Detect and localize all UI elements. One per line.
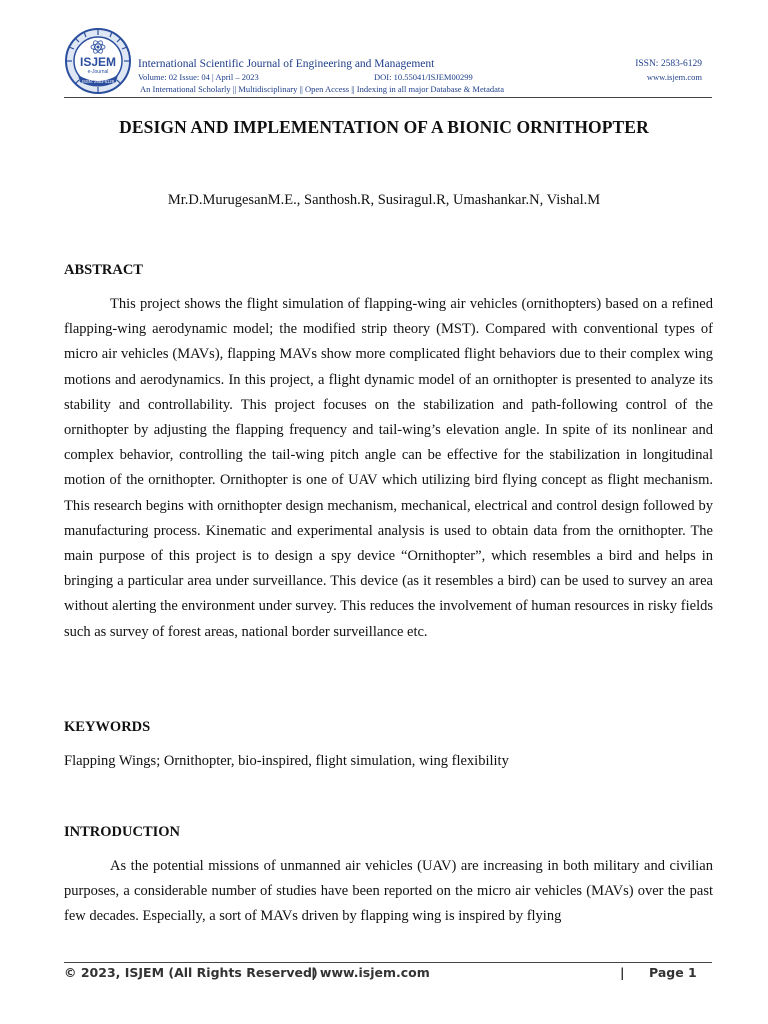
isjem-logo	[64, 27, 132, 95]
logo-title-text: ISJEM	[79, 55, 117, 69]
paper-title: DESIGN AND IMPLEMENTATION OF A BIONIC ORNITHOPTER	[119, 117, 649, 137]
keywords-text: Flapping Wings; Ornithopter, bio-inspired, flight simulation, wing flexibility	[64, 753, 509, 769]
journal-volume: Volume: 02 Issue: 04 | April – 2023	[138, 72, 259, 82]
header-divider	[64, 97, 712, 98]
footer-page-number: Page 1	[649, 965, 697, 980]
journal-issn: ISSN: 2583-6129	[635, 59, 702, 69]
footer-copyright: © 2023, ISJEM (All Rights Reserved)	[64, 965, 318, 980]
abstract-text: This project shows the flight simulation of flapping-wing air vehicles (ornithopters) based on a refined flapping-wing aerodynamic model; the modified strip theory (MST). Compared with conventional types of micro air vehicles (MAVs), flapping MAVs show more complicated flight behaviors due to their complex wing motions and aerodynamics. In this project, a flight dynamic model of an ornithopter is presented to analyze its stability and controllability. This project focuses on the stabilization and path-following control of the ornithopter by adjusting the flapping frequency and tail-wing’s elevation angle. In spite of its nonlinear and complex behavior, controlling the tail-wing pitch angle can be effective for the stabilization in longitudinal motion of the ornithopter. Ornithopter is one of UAV which utilizing bird flying concept as flight mechanism. This research begins with ornithopter design mechanism, mechanical, electrical and control design followed by manufacturing process. Kinematic and experimental analysis is used to obtain data from the ornithopter. The main purpose of this project is to design a spy device “Ornithopter”, which resembles a bird and helps in bringing a particular area under surveillance. This device (as it resembles a bird) can be used to survey an area without alerting the environment under survey. This reduces the involvement of human resources in risky fields such as survey of forest areas, national border surveillance etc.	[64, 296, 713, 640]
keywords-heading: KEYWORDS	[64, 719, 151, 735]
journal-tagline: An International Scholarly || Multidisciplinary || Open Access || Indexing in all major Database & Metadata	[140, 84, 505, 94]
journal-doi: DOI: 10.55041/ISJEM00299	[374, 72, 473, 82]
journal-website[interactable]: www.isjem.com	[646, 72, 702, 82]
footer-divider	[64, 962, 712, 963]
page-header	[62, 26, 714, 96]
paper-authors: Mr.D.MurugesanM.E., Santhosh.R, Susiragul.R, Umashankar.N, Vishal.M	[167, 192, 601, 208]
footer-website[interactable]: | www.isjem.com	[311, 965, 430, 980]
logo-seal-text: ISSN: 2583-6129	[81, 79, 115, 84]
journal-name: International Scientific Journal of Engineering and Management	[138, 58, 435, 70]
introduction-text: As the potential missions of unmanned air vehicles (UAV) are increasing in both military and civilian purposes, a considerable number of studies have been reported on the micro air vehicles (MAVs) over the past few decades. Especially, a sort of MAVs driven by flapping wing is inspired by flying	[64, 858, 713, 925]
introduction-heading: INTRODUCTION	[64, 824, 181, 840]
abstract-heading: ABSTRACT	[64, 262, 143, 278]
footer-separator: |	[620, 965, 625, 980]
logo-subtitle-text: e-Journal	[87, 69, 109, 75]
